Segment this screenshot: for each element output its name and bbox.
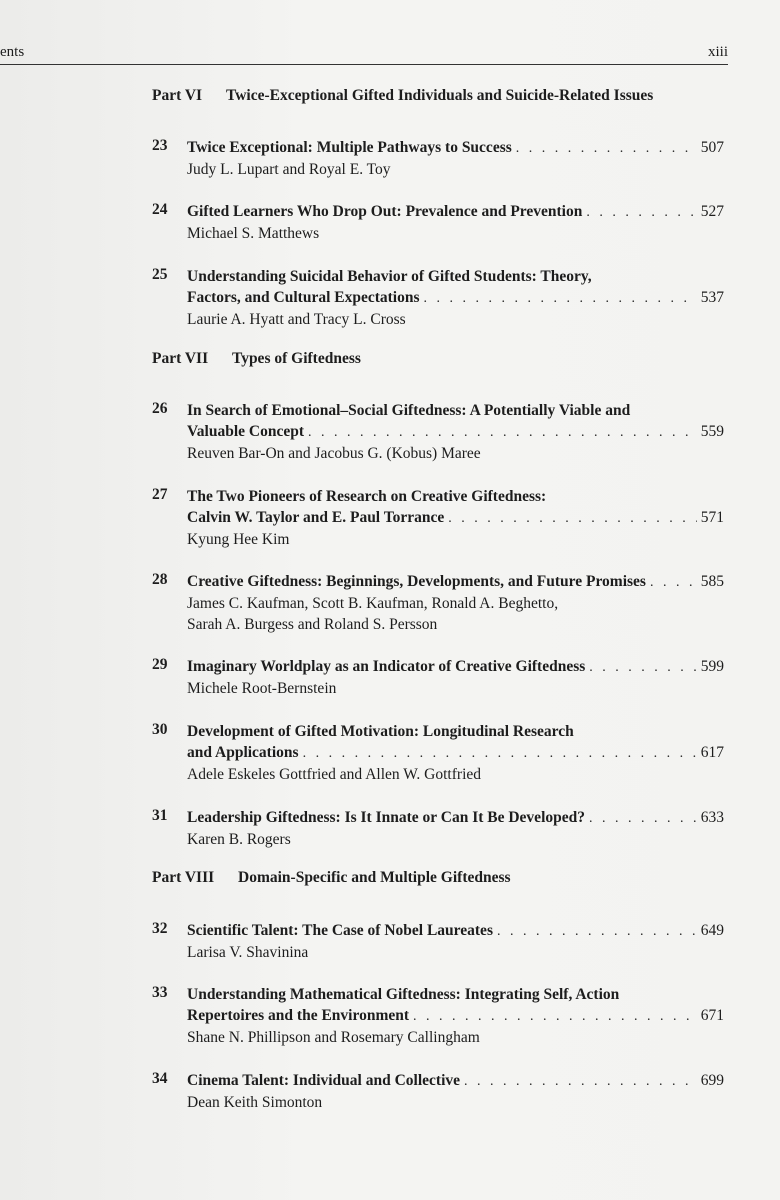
page-number: xiii	[707, 44, 728, 60]
chapter-number: 34	[152, 1070, 168, 1087]
chapter-authors: Judy L. Lupart and Royal E. Toy	[187, 161, 391, 178]
chapter-title-line: Valuable Concept	[187, 423, 304, 440]
chapter-title-leader-line	[187, 656, 724, 678]
part-number: Part VI	[152, 87, 203, 104]
chapter-body	[187, 721, 724, 785]
part-heading	[152, 87, 653, 105]
chapter-authors: James C. Kaufman, Scott B. Kaufman, Ronald A. Beghetto,	[187, 595, 559, 612]
chapter-title-line: Repertoires and the Environment	[187, 1007, 410, 1024]
chapter-number: 32	[152, 920, 168, 937]
chapter-number: 27	[152, 486, 168, 503]
chapter-number: 23	[152, 137, 168, 154]
chapter-title-leader-line	[187, 201, 724, 223]
dot-leader	[413, 1006, 697, 1027]
chapter-title-line: Calvin W. Taylor and E. Paul Torrance	[187, 509, 445, 526]
header-rule	[0, 64, 728, 65]
chapter-body	[187, 920, 724, 963]
chapter-title-leader-line	[187, 571, 724, 593]
chapter-page-number: 617	[700, 744, 724, 761]
chapter-title-leader-line	[187, 742, 724, 764]
chapter-page-number: 537	[700, 289, 724, 306]
chapter-page-number: 527	[700, 203, 724, 220]
chapter-title-leader-line	[187, 507, 724, 529]
chapter-body	[187, 656, 724, 699]
chapter-authors: Michele Root-Bernstein	[187, 680, 337, 697]
part-heading	[152, 869, 511, 887]
chapter-title-leader-line	[187, 1005, 724, 1027]
chapter-page-number: 585	[700, 573, 724, 590]
chapter-page-number: 571	[700, 509, 724, 526]
chapter-title-leader-line	[187, 920, 724, 942]
chapter-body	[187, 266, 724, 330]
chapter-title-leader-line	[187, 421, 724, 443]
chapter-number: 31	[152, 807, 168, 824]
part-number: Part VIII	[152, 869, 215, 886]
chapter-title-leader-line	[187, 807, 724, 829]
dot-leader	[586, 202, 696, 223]
chapter-body	[187, 201, 724, 244]
chapter-number: 28	[152, 571, 168, 588]
chapter-body	[187, 807, 724, 850]
dot-leader	[589, 657, 696, 678]
chapter-authors: Karen B. Rogers	[187, 831, 291, 848]
chapter-body	[187, 1070, 724, 1113]
chapter-number: 29	[152, 656, 168, 673]
dot-leader	[589, 808, 697, 829]
chapter-title-line: and Applications	[187, 744, 299, 761]
chapter-body	[187, 400, 724, 464]
dot-leader	[497, 921, 697, 942]
chapter-authors: Dean Keith Simonton	[187, 1094, 323, 1111]
chapter-title-line: The Two Pioneers of Research on Creative Giftedness:	[187, 488, 547, 505]
chapter-title-line: Scientific Talent: The Case of Nobel Laureates	[187, 922, 493, 939]
part-heading	[152, 350, 361, 368]
running-head	[0, 44, 728, 64]
chapter-authors: Sarah A. Burgess and Roland S. Persson	[187, 616, 438, 633]
part-title: Types of Giftedness	[232, 350, 361, 367]
dot-leader	[448, 508, 696, 529]
dot-leader	[516, 138, 697, 159]
chapter-page-number: 599	[700, 658, 724, 675]
chapter-number: 30	[152, 721, 168, 738]
chapter-title-line: Development of Gifted Motivation: Longitudinal Research	[187, 723, 574, 740]
part-title: Twice-Exceptional Gifted Individuals and Suicide-Related Issues	[226, 87, 654, 104]
chapter-authors: Shane N. Phillipson and Rosemary Callingham	[187, 1029, 480, 1046]
chapter-number: 25	[152, 266, 168, 283]
dot-leader	[308, 422, 697, 443]
part-title: Domain-Specific and Multiple Giftedness	[238, 869, 511, 886]
chapter-page-number: 699	[700, 1072, 724, 1089]
chapter-body	[187, 984, 724, 1048]
chapter-authors: Laurie A. Hyatt and Tracy L. Cross	[187, 311, 406, 328]
chapter-title-line: In Search of Emotional–Social Giftedness: A Potentially Viable and	[187, 402, 631, 419]
chapter-number: 33	[152, 984, 168, 1001]
chapter-title-leader-line	[187, 1070, 724, 1092]
dot-leader	[303, 743, 697, 764]
chapter-body	[187, 137, 724, 180]
chapter-title-line: Understanding Mathematical Giftedness: Integrating Self, Action	[187, 986, 620, 1003]
dot-leader	[424, 288, 697, 309]
chapter-number: 26	[152, 400, 168, 417]
chapter-page-number: 507	[700, 139, 724, 156]
chapter-page-number: 633	[700, 809, 724, 826]
chapter-page-number: 671	[700, 1007, 724, 1024]
dot-leader	[464, 1071, 697, 1092]
chapter-authors: Reuven Bar-On and Jacobus G. (Kobus) Maree	[187, 445, 481, 462]
chapter-body	[187, 571, 724, 635]
chapter-number: 24	[152, 201, 168, 218]
chapter-authors: Kyung Hee Kim	[187, 531, 290, 548]
chapter-body	[187, 486, 724, 550]
chapter-authors: Larisa V. Shavinina	[187, 944, 309, 961]
chapter-page-number: 559	[700, 423, 724, 440]
running-head-left: ents	[0, 44, 25, 60]
part-number: Part VII	[152, 350, 209, 367]
chapter-authors: Michael S. Matthews	[187, 225, 320, 242]
chapter-title-line: Cinema Talent: Individual and Collective	[187, 1072, 461, 1089]
chapter-title-leader-line	[187, 137, 724, 159]
chapter-title-line: Leadership Giftedness: Is It Innate or Can It Be Developed?	[187, 809, 585, 826]
chapter-title-leader-line	[187, 287, 724, 309]
chapter-page-number: 649	[700, 922, 724, 939]
chapter-title-line: Imaginary Worldplay as an Indicator of Creative Giftedness	[187, 658, 586, 675]
chapter-title-line: Twice Exceptional: Multiple Pathways to Success	[187, 139, 512, 156]
chapter-title-line: Creative Giftedness: Beginnings, Developments, and Future Promises	[187, 573, 646, 590]
chapter-title-line: Understanding Suicidal Behavior of Gifted Students: Theory,	[187, 268, 592, 285]
chapter-authors: Adele Eskeles Gottfried and Allen W. Gottfried	[187, 766, 482, 783]
chapter-title-line: Factors, and Cultural Expectations	[187, 289, 420, 306]
chapter-title-line: Gifted Learners Who Drop Out: Prevalence and Prevention	[187, 203, 583, 220]
dot-leader	[650, 572, 697, 593]
